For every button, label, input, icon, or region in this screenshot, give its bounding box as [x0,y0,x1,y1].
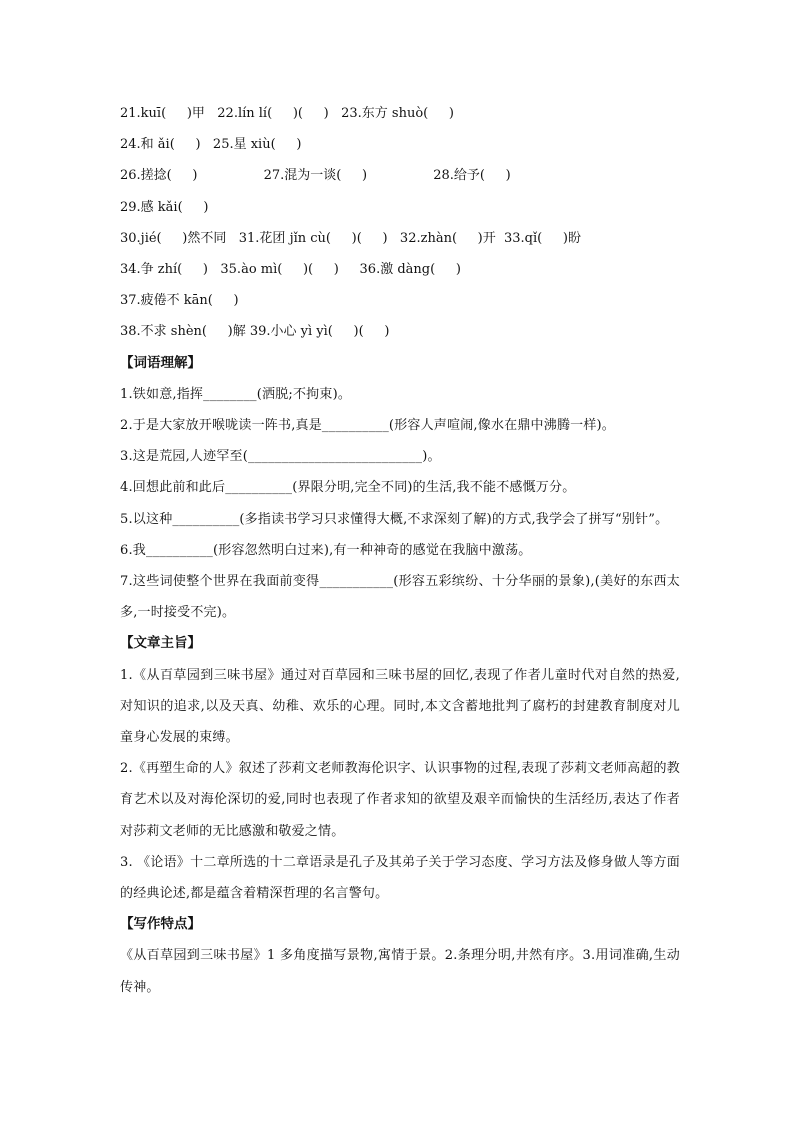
vocab-item: 1.铁如意,指挥________(洒脱;不拘束)。 [120,386,352,402]
vocab-item: 3.这是荒园,人迹罕至(__________________________)。 [120,449,441,465]
document-page [120,98,680,1003]
pinyin-line: 30.jié( )然不同 31.花团 jǐn cù( )( ) 32.zhàn( )开 33.qǐ( )盼 [120,230,581,246]
pinyin-exercise-list [120,98,680,348]
pinyin-line: 38.不求 shèn( )解 39.小心 yì yì( )( ) [120,324,390,340]
vocab-exercise-list [120,379,680,629]
section-heading-theme: 【文章主旨】 [120,635,201,652]
vocab-item: 6.我__________(形容忽然明白过来),有一种神奇的感觉在我脑中激荡。 [120,542,532,558]
pinyin-line: 29.感 kǎi( ) [120,199,209,215]
theme-paragraph: 3. 《论语》十二章所选的十二章语录是孔子及其弟子关于学习态度、学习方法及修身做人等方面的经典论述,都是蕴含着精深哲理的名言警句。 [120,854,680,902]
writing-paragraph-list [120,940,680,1002]
theme-paragraph: 2.《再塑生命的人》叙述了莎莉文老师教海伦识字、认识事物的过程,表现了莎莉文老师高超的教育艺术以及对海伦深切的爱,同时也表现了作者求知的欲望及艰辛而愉快的生活经历,表达了作者对莎莉文老师的无比感激和敬爱之情。 [120,761,680,839]
pinyin-line: 24.和 ǎi( ) 25.星 xiù( ) [120,137,302,153]
theme-paragraph-list [120,660,680,910]
vocab-item: 2.于是大家放开喉咙读一阵书,真是__________(形容人声喧闹,像水在鼎中沸腾一样)。 [120,418,616,434]
pinyin-line: 34.争 zhí( ) 35.ào mì( )( ) 36.激 dàng( ) [120,262,461,278]
section-heading-writing: 【写作特点】 [120,916,201,933]
writing-paragraph: 《从百草园到三味书屋》1 多角度描写景物,寓情于景。2.条理分明,井然有序。3.用词准确,生动传神。 [120,948,680,995]
pinyin-line: 37.疲倦不 kān( ) [120,293,239,309]
pinyin-line: 26.搓捻( ) 27.混为一谈( ) 28.给予( ) [120,168,511,184]
pinyin-line: 21.kuī( )甲 22.lín lí( )( ) 23.东方 shuò( ) [120,106,454,121]
theme-paragraph: 1.《从百草园到三味书屋》通过对百草园和三味书屋的回忆,表现了作者儿童时代对自然的热爱,对知识的追求,以及天真、幼稚、欢乐的心理。同时,本文含蓄地批判了腐朽的封建教育制度对儿童身心发展的束缚。 [120,667,680,746]
vocab-item: 4.回想此前和此后__________(界限分明,完全不同)的生活,我不能不感慨万分。 [120,480,576,496]
vocab-item: 7.这些词使整个世界在我面前变得___________(形容五彩缤纷、十分华丽的景象),(美好的东西太多,一时接受不完)。 [120,574,680,621]
vocab-item: 5.以这种__________(多指读书学习只求懂得大概,不求深刻了解)的方式,我学会了拼写“别针”。 [120,511,669,527]
section-heading-vocab: 【词语理解】 [120,354,201,371]
